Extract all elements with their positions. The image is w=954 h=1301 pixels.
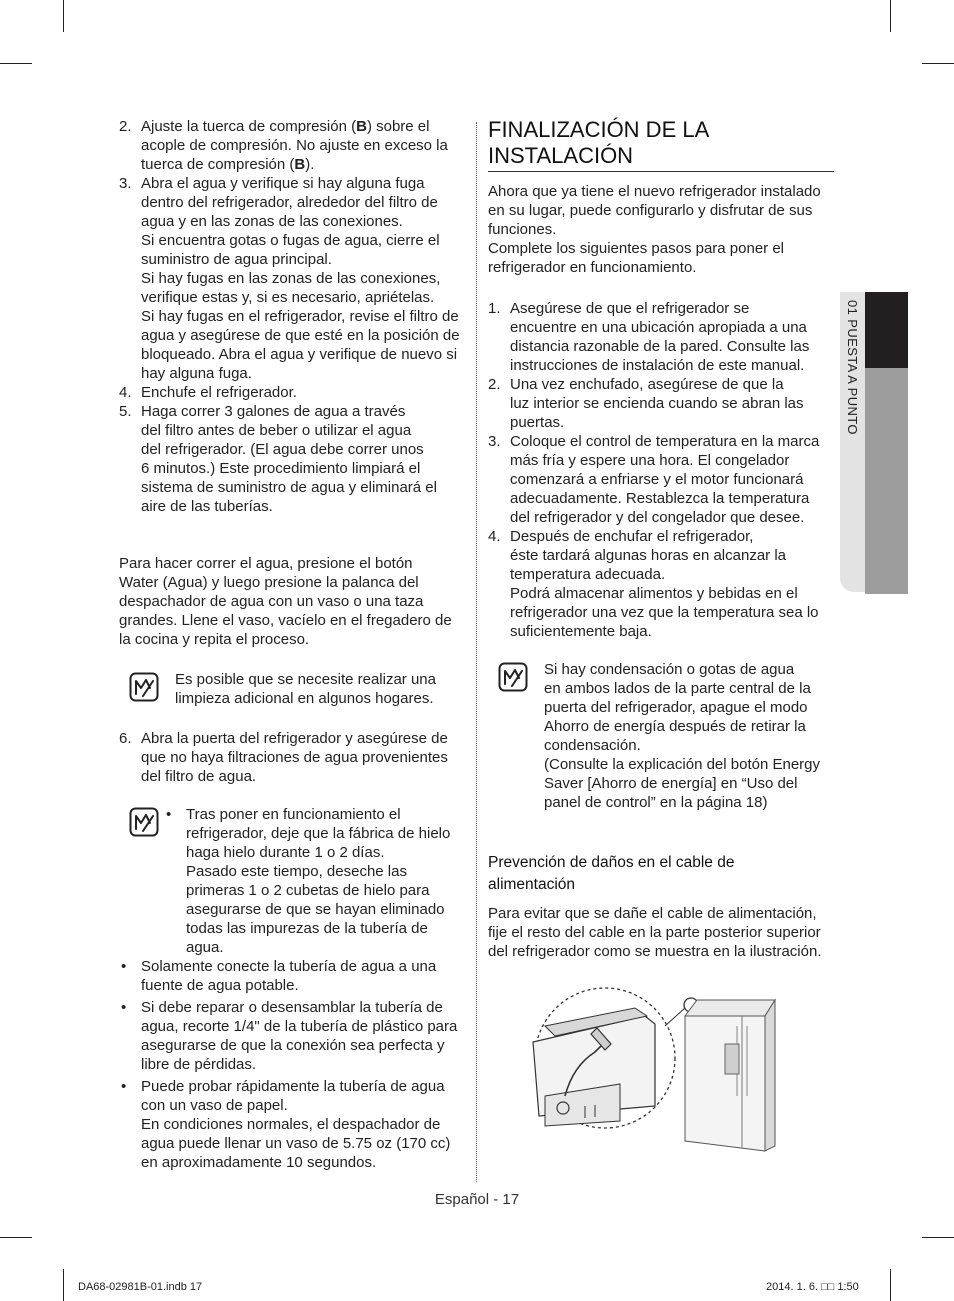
final-step-1 <box>488 299 834 375</box>
print-file-info: DA68-02981B-01.indb 17 <box>78 1281 203 1293</box>
step-text: Si hay fugas en las zonas de las conexiones, <box>141 270 441 287</box>
power-cable-illustration <box>525 986 785 1161</box>
step-text: luz interior se encienda cuando se abran las <box>510 395 804 412</box>
bullet-text: Solamente conecte la tubería de agua a una <box>141 958 437 975</box>
step-text: adecuadamente. Restablezca la temperatura <box>510 490 810 507</box>
crop-mark <box>890 0 891 32</box>
title-line: FINALIZACIÓN DE LA <box>488 117 710 142</box>
note-text: condensación. <box>544 737 641 754</box>
bullet-text: fuente de agua potable. <box>141 977 299 994</box>
bullet-item <box>119 1077 469 1172</box>
step-text: Coloque el control de temperatura en la marca <box>510 433 820 450</box>
step-text: del filtro de agua. <box>141 768 257 785</box>
paragraph-line: Para hacer correr el agua, presione el botón <box>119 555 413 572</box>
step-number: 6. <box>119 730 132 747</box>
note-icon <box>129 807 159 837</box>
step-number: 3. <box>488 433 501 450</box>
step-text: del filtro antes de beber o utilizar el agua <box>141 422 412 439</box>
bullet-text: en aproximadamente 10 segundos. <box>141 1154 377 1171</box>
step-text: agua y en las zonas de las conexiones. <box>141 213 403 230</box>
step-number: 4. <box>488 528 501 545</box>
step-number: 2. <box>488 376 501 393</box>
print-date-info: 2014. 1. 6. □□ 1:50 <box>766 1281 859 1293</box>
crop-mark <box>922 1237 954 1238</box>
step-text: Podrá almacenar alimentos y bebidas en el <box>510 585 798 602</box>
section-title <box>488 117 834 169</box>
step-text: 6 minutos.) Este procedimiento limpiará el <box>141 460 421 477</box>
note-text: limpieza adicional en algunos hogares. <box>175 690 434 707</box>
crop-mark <box>922 63 954 64</box>
note-text: en ambos lados de la parte central de la <box>544 680 811 697</box>
step-text: instrucciones de instalación de este manual. <box>510 357 805 374</box>
step-text: Una vez enchufado, asegúrese de que la <box>510 376 784 393</box>
part-letter: B <box>356 118 367 135</box>
note-text: puerta del refrigerador, apague el modo <box>544 699 808 716</box>
crop-mark <box>890 1269 891 1301</box>
note-text: refrigerador, deje que la fábrica de hielo <box>186 825 451 842</box>
paragraph-line: refrigerador en funcionamiento. <box>488 259 697 276</box>
bullet-text: con un vaso de papel. <box>141 1097 288 1114</box>
subheading-line: Prevención de daños en el cable de <box>488 854 735 871</box>
step-text: suministro de agua principal. <box>141 251 332 268</box>
step-text: agua y asegúrese de que esté en la posición de <box>141 327 460 344</box>
paragraph-line: en su lugar, puede configurarlo y disfrutar de sus <box>488 202 813 219</box>
bullet-text: Puede probar rápidamente la tubería de agua <box>141 1078 445 1095</box>
note-cleaning <box>119 670 469 708</box>
step-text: Abra el agua y verifique si hay alguna fuga <box>141 175 425 192</box>
step-text: del refrigerador y del congelador que desee. <box>510 509 805 526</box>
step-number: 3. <box>119 175 132 192</box>
step-text: aire de las tuberías. <box>141 498 273 515</box>
final-step-2 <box>488 375 834 432</box>
step-text: del refrigerador. (El agua debe correr unos <box>141 441 424 458</box>
paragraph-line: del refrigerador como se muestra en la ilustración. <box>488 943 822 960</box>
step-number: 1. <box>488 300 501 317</box>
note-icon <box>498 662 528 692</box>
note-text: Saver [Ahorro de energía] en “Uso del <box>544 775 798 792</box>
bullet-item <box>119 957 469 995</box>
water-flush-paragraph <box>119 554 469 649</box>
note-text: Si hay condensación o gotas de agua <box>544 661 795 678</box>
step-text: más fría y espere una hora. El congelador <box>510 452 790 469</box>
bullet-dot: • <box>121 958 127 975</box>
step-text: bloqueado. Abra el agua y verifique de nuevo si <box>141 346 458 363</box>
step-text: temperatura adecuada. <box>510 566 666 583</box>
step-text: ). <box>305 156 315 173</box>
paragraph-line: Water (Agua) y luego presione la palanca del <box>119 574 419 591</box>
bullet-text: Si debe reparar o desensamblar la tubería de <box>141 999 443 1016</box>
final-step-4 <box>488 527 834 641</box>
step-text: suficientemente baja. <box>510 623 652 640</box>
crop-mark <box>63 0 64 32</box>
note-condensation <box>488 660 834 812</box>
step-text: tuerca de compresión ( <box>141 156 295 173</box>
step-text: que no haya filtraciones de agua provenientes <box>141 749 448 766</box>
paragraph-line: Ahora que ya tiene el nuevo refrigerador instalado <box>488 183 821 200</box>
note-text: Pasado este tiempo, deseche las <box>186 863 407 880</box>
step-text: Ajuste la tuerca de compresión ( <box>141 118 357 135</box>
subheading-line: alimentación <box>488 876 576 893</box>
step-text: distancia razonable de la pared. Consulte las <box>510 338 810 355</box>
note-text: primeras 1 o 2 cubetas de hielo para <box>186 882 430 899</box>
paragraph-line: grandes. Llene el vaso, vacíelo en el fregadero de <box>119 612 452 629</box>
paragraph-line: Para evitar que se dañe el cable de alimentación, <box>488 905 817 922</box>
step-5 <box>119 402 469 516</box>
step-text: Si encuentra gotas o fugas de agua, cierre el <box>141 232 440 249</box>
cable-paragraph <box>488 904 834 961</box>
step-text: verifique estas y, si es necesario, apriételas. <box>141 289 435 306</box>
left-column <box>119 117 469 1172</box>
bullet-item <box>119 998 469 1074</box>
crop-mark <box>0 63 32 64</box>
bullet-dot: • <box>121 1078 127 1095</box>
step-number: 5. <box>119 403 132 420</box>
bullet-text: agua, recorte 1/4" de la tubería de plástico para <box>141 1018 458 1035</box>
crop-mark <box>63 1269 64 1301</box>
paragraph-line: despachador de agua con un vaso o una taza <box>119 593 424 610</box>
step-text: éste tardará algunas horas en alcanzar la <box>510 547 787 564</box>
step-text: Asegúrese de que el refrigerador se <box>510 300 750 317</box>
bullet-text: asegurarse de que la conexión sea perfecta y <box>141 1037 445 1054</box>
step-text: puertas. <box>510 414 565 431</box>
note-text: Ahorro de energía después de retirar la <box>544 718 806 735</box>
note-text: haga hielo durante 1 o 2 días. <box>186 844 385 861</box>
step-text: Enchufe el refrigerador. <box>141 384 297 401</box>
step-4 <box>119 383 469 402</box>
step-text: comenzará a enfriarse y el motor funcionará <box>510 471 804 488</box>
bullet-text: En condiciones normales, el despachador de <box>141 1116 441 1133</box>
step-6 <box>119 729 469 786</box>
step-3 <box>119 174 469 383</box>
step-text: Abra la puerta del refrigerador y asegúrese de <box>141 730 448 747</box>
paragraph-line: la cocina y repita el proceso. <box>119 631 310 648</box>
note-text: agua. <box>186 939 224 956</box>
note-text: asegurarse de que se hayan eliminado <box>186 901 445 918</box>
step-text: refrigerador una vez que la temperatura sea lo <box>510 604 819 621</box>
column-divider <box>476 122 477 1182</box>
step-number: 4. <box>119 384 132 401</box>
step-text: Si hay fugas en el refrigerador, revise el filtro de <box>141 308 459 325</box>
step-text: dentro del refrigerador, alrededor del filtro de <box>141 194 438 211</box>
paragraph-line: Complete los siguientes pasos para poner el <box>488 240 785 257</box>
part-letter: B <box>294 156 306 173</box>
note-icon <box>129 672 159 702</box>
step-text: Después de enchufar el refrigerador, <box>510 528 754 545</box>
step-text: hay alguna fuga. <box>141 365 252 382</box>
subheading-cable <box>488 852 834 896</box>
step-text: ) sobre el <box>366 118 430 135</box>
page-footer: Español - 17 <box>434 1191 520 1208</box>
paragraph-line: fije el resto del cable en la parte posterior superior <box>488 924 821 941</box>
leader-line <box>665 1008 685 1026</box>
bullet-text: libre de pérdidas. <box>141 1056 257 1073</box>
side-tab-label: 01 PUESTA A PUNTO <box>845 300 860 435</box>
step-text: Haga correr 3 galones de agua a través <box>141 403 406 420</box>
step-2 <box>119 117 469 174</box>
title-rule <box>488 171 834 172</box>
note-text: panel de control” en la página 18) <box>544 794 768 811</box>
note-ice-maker <box>119 805 469 957</box>
side-tab-dark <box>865 292 908 368</box>
note-text: Es posible que se necesite realizar una <box>175 671 436 688</box>
right-column <box>488 117 834 961</box>
side-tab-grey <box>865 368 908 594</box>
note-text: todas las impurezas de la tubería de <box>186 920 428 937</box>
note-text: Tras poner en funcionamiento el <box>186 806 401 823</box>
step-number: 2. <box>119 118 132 135</box>
title-line: INSTALACIÓN <box>488 143 634 168</box>
bullet-text: agua puede llenar un vaso de 5.75 oz (170 cc) <box>141 1135 451 1152</box>
paragraph-line: funciones. <box>488 221 557 238</box>
bullet-dot: • <box>121 999 127 1016</box>
crop-mark <box>0 1237 32 1238</box>
final-step-3 <box>488 432 834 527</box>
step-text: sistema de suministro de agua y eliminará el <box>141 479 437 496</box>
refrigerator <box>685 1000 775 1151</box>
step-text: acople de compresión. No ajuste en exceso la <box>141 137 448 154</box>
step-text: encuentre en una ubicación apropiada a una <box>510 319 807 336</box>
note-text: (Consulte la explicación del botón Energy <box>544 756 820 773</box>
bullet-dot: • <box>166 806 172 823</box>
intro-paragraph <box>488 182 834 277</box>
